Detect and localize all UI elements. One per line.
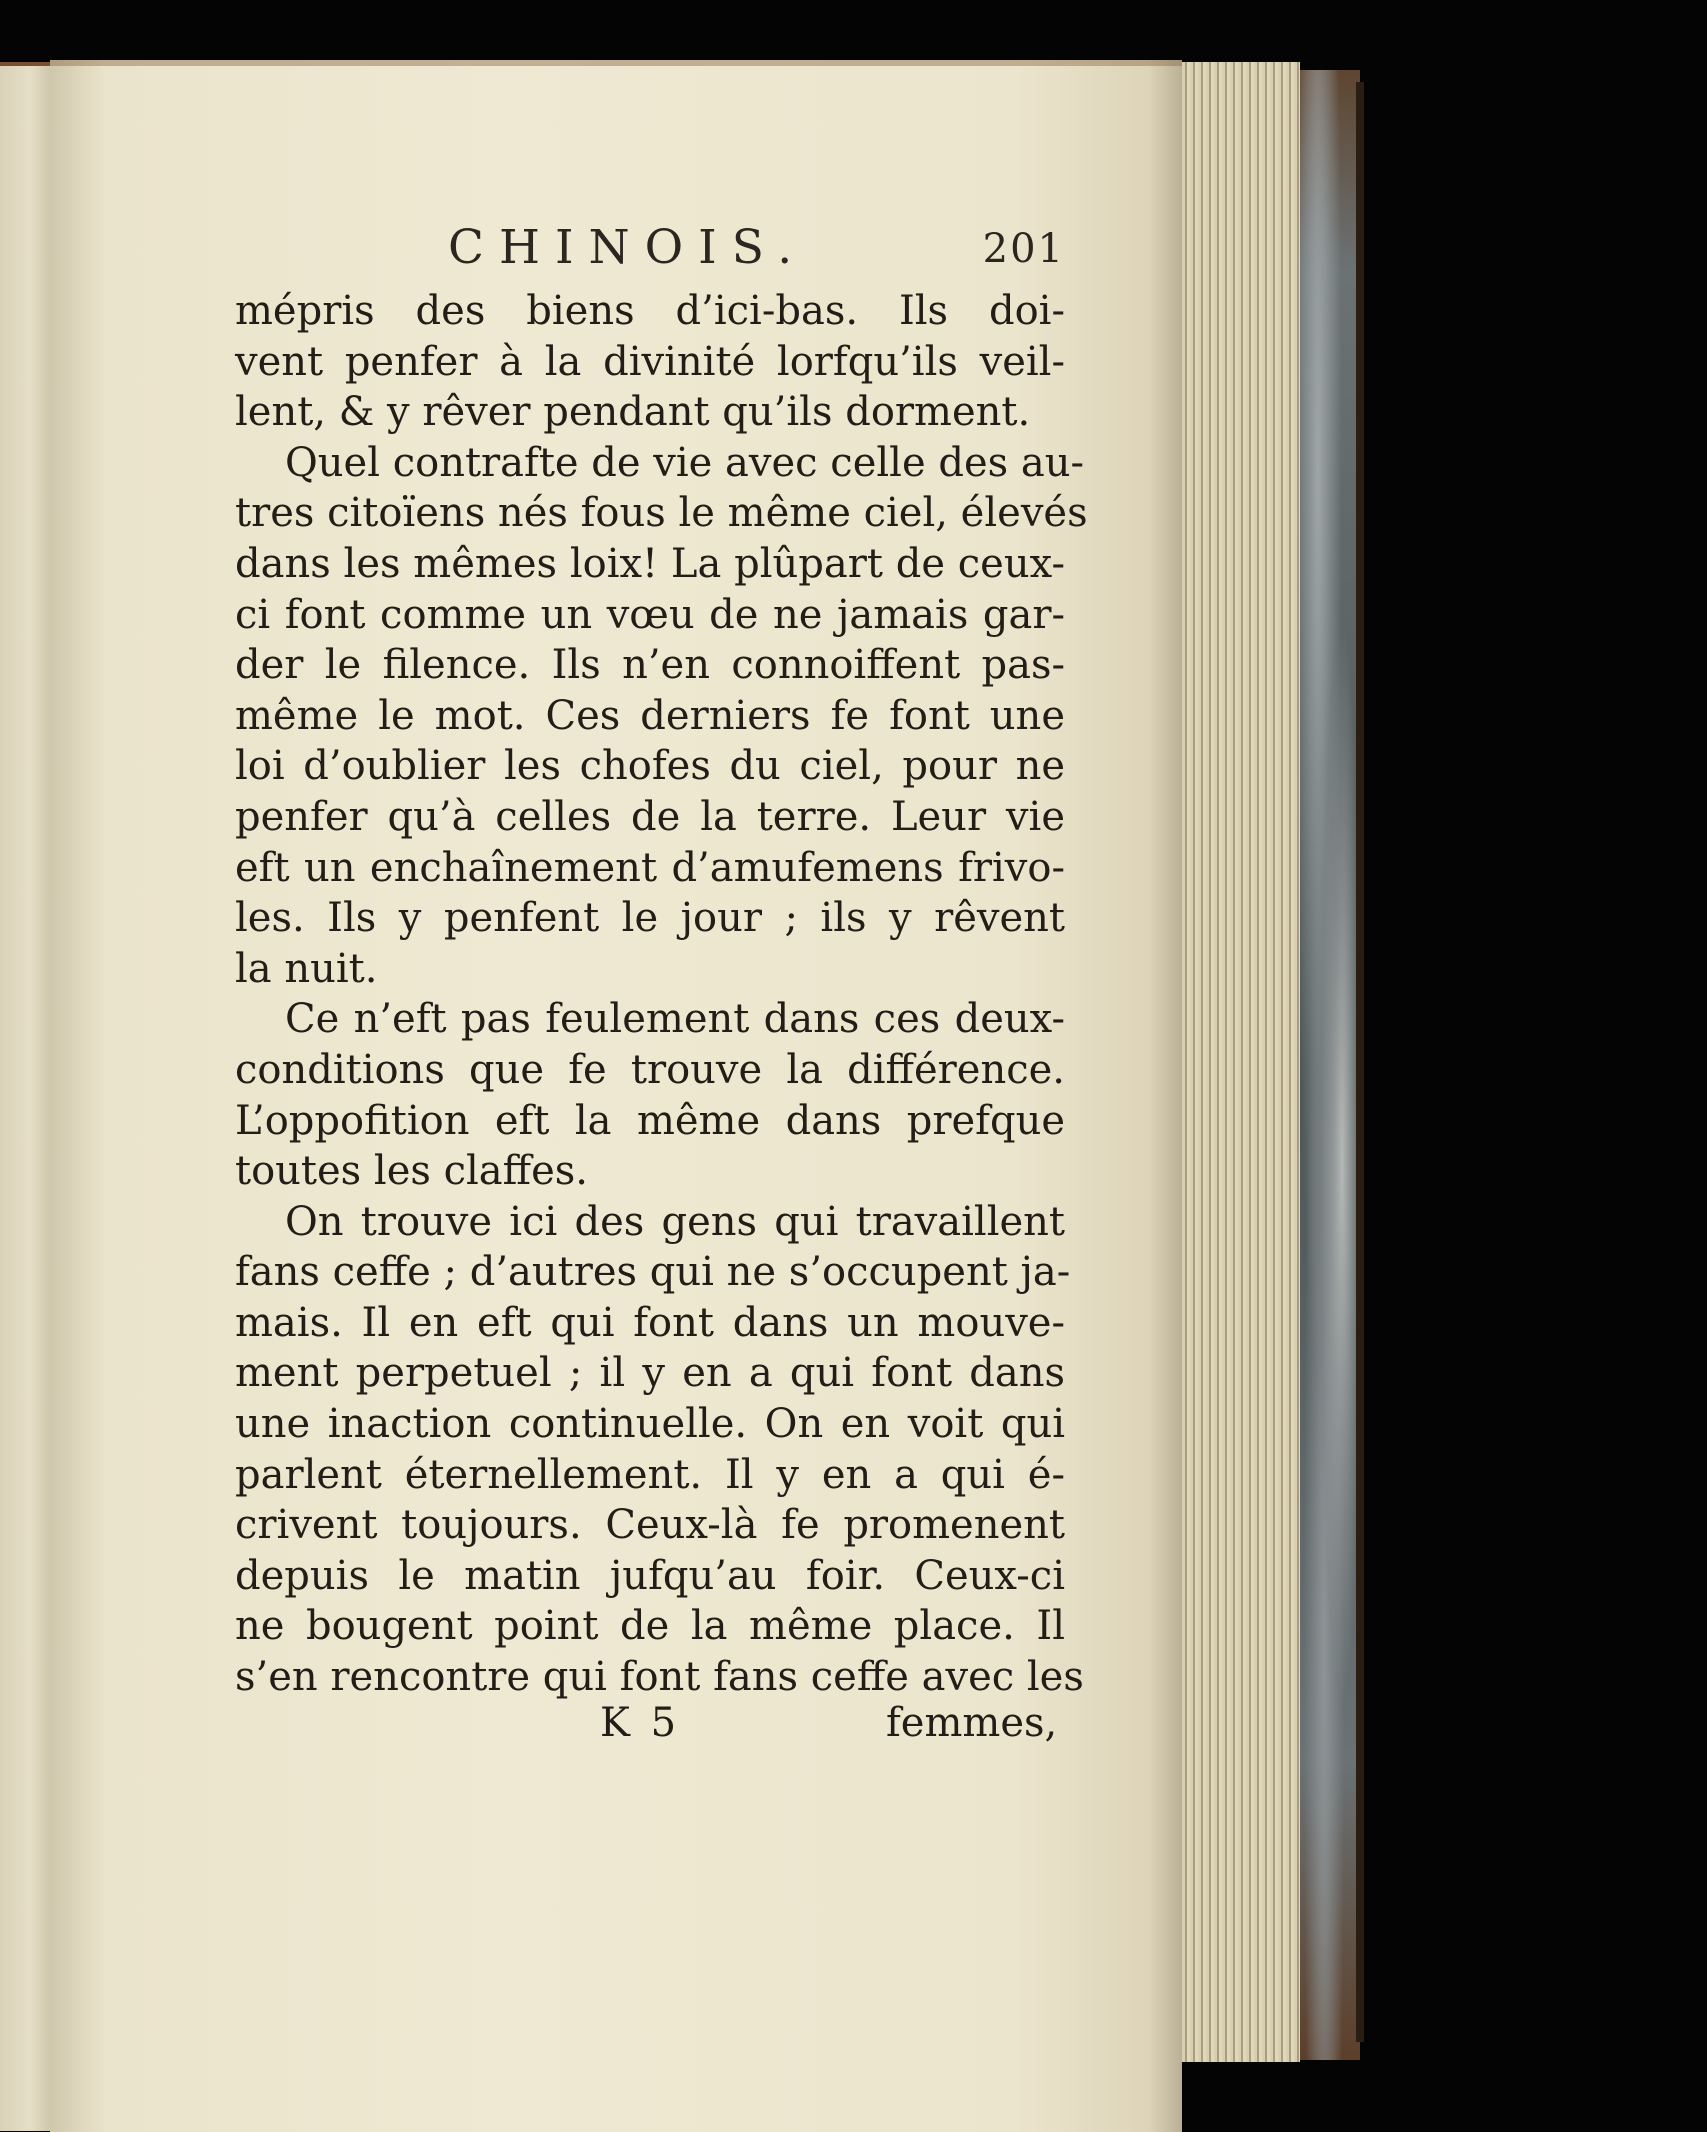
text-line: ment perpetuel ; il y en a qui font dans [235,1350,1065,1397]
book-cover-edge [1356,82,1364,2042]
text-line: une inaction continuelle. On en voit qui [235,1401,1065,1448]
text-line: conditions que fe trouve la différence. [235,1046,1065,1093]
text-line: ne bougent point de la même place. Il [235,1603,1065,1650]
text-line: vent penfer à la divinité lorfqu’ils veil- [235,338,1065,385]
paragraph [235,286,1065,438]
paragraph [235,1197,1084,1703]
catchword: femmes, [886,1700,1058,1746]
text-line: penfer qu’à celles de la terre. Leur vie [235,793,1065,840]
text-line: même le mot. Ces derniers fe font une [235,692,1065,739]
text-line: ci font comme un vœu de ne jamais gar- [235,591,1065,638]
page-stack-edges [1182,62,1300,2062]
text-line: On trouve ici des gens qui travaillent [285,1198,1065,1245]
text-line: der le filence. Ils n’en connoiffent pas- [235,642,1065,689]
text-line: les. Ils y penfent le jour ; ils y rêvent [235,895,1065,942]
text-line: dans les mêmes loix! La plûpart de ceux- [235,540,1065,587]
text-line: tres citoïens nés fous le même ciel, élevés [235,490,1088,537]
page-header [235,220,1065,280]
text-line: la nuit. [235,945,378,992]
text-line: depuis le matin jufqu’au foir. Ceux-ci [235,1552,1065,1599]
text-line: lent, & y rêver pendant qu’ils dorment. [235,389,1031,436]
text-line: Quel contrafte de vie avec celle des au- [285,439,1084,486]
marbled-board [1300,70,1360,2060]
signature-mark: K 5 [600,1700,681,1746]
text-line: s’en rencontre qui font fans ceffe avec les [235,1654,1084,1701]
page-top-shadow [50,60,1182,66]
text-line: Ce n’eft pas feulement dans ces deux- [285,996,1065,1043]
text-line: toutes les claffes. [235,1148,588,1195]
paragraph [235,438,1088,995]
paragraph [235,994,1065,1196]
page-number: 201 [982,226,1065,272]
text-line: mépris des biens d’ici-bas. Ils doi- [235,288,1065,334]
text-line: mais. Il en eft qui font dans un mouve- [235,1299,1065,1346]
running-title: CHINOIS. [448,220,808,275]
text-line: L’oppofition eft la même dans prefque [235,1097,1065,1144]
text-line: eft un enchaînement d’amufemens frivo- [235,844,1065,891]
text-line: parlent éternellement. Il y en a qui é- [235,1451,1065,1498]
body-text [235,286,1088,1703]
text-line: fans ceffe ; d’autres qui ne s’occupent ja- [235,1249,1071,1296]
text-line: loi d’oublier les chofes du ciel, pour ne [235,743,1065,790]
facing-page-edge [0,66,50,2131]
text-line: crivent toujours. Ceux-là fe promenent [235,1502,1065,1549]
